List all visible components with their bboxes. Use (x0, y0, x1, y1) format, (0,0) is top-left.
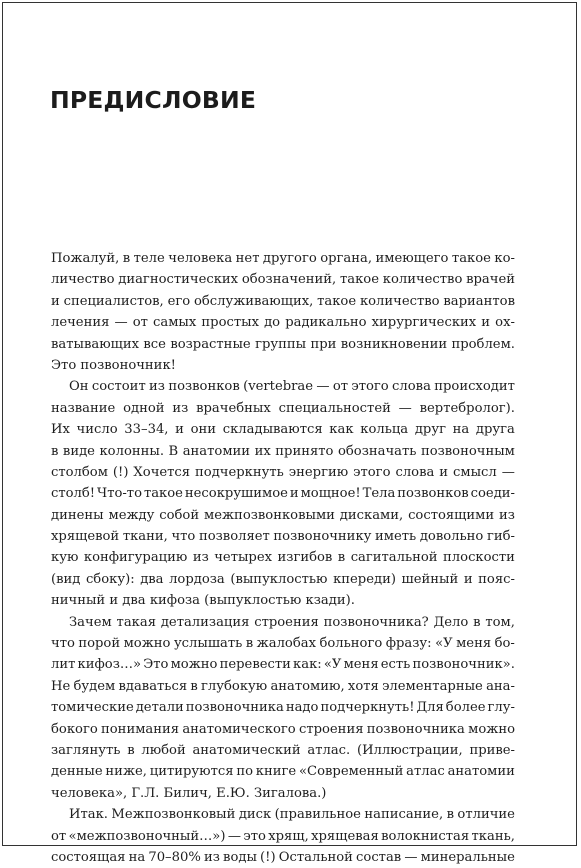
text-line: что порой можно услышать в жалобах больного фразу: «У меня бо- (51, 636, 515, 652)
text-line: Это позвоночник! (51, 357, 176, 373)
text-line: лит кифоз…» Это можно перевести как: «У меня есть позвоночник». (51, 657, 515, 673)
text-line: Зачем такая детализация строения позвоночника? Дело в том, (69, 614, 515, 630)
text-line: состоящая на 70–80% из воды (!) Остальной состав — минеральные (51, 849, 515, 865)
text-line: столбом (!) Хочется подчеркнуть энергию этого слова и смысл — (51, 464, 515, 480)
text-line: динены между собой межпозвонковыми дисками, состоящими из (51, 507, 515, 523)
text-line: хрящевой ткани, что позволяет позвоночнику иметь довольно гиб- (51, 529, 515, 545)
text-line: (вид сбоку): два лордоза (выпуклостью кпереди) шейный и пояс- (51, 571, 515, 587)
text-line: человека», Г.Л. Билич, Е.Ю. Зигалова.) (51, 785, 327, 801)
text-line: лечения — от самых простых до радикально хирургических и ох- (51, 315, 515, 331)
text-line: название одной из врачебных специальностей — вертебролог). (51, 400, 515, 416)
text-line: и специалистов, его обслуживающих, такое количество вариантов (51, 293, 515, 309)
text-line: Он состоит из позвонков (vertebrae — от этого слова происходит (69, 379, 515, 395)
text-line: личество диагностических обозначений, такое количество врачей (51, 272, 515, 288)
text-line: Пожалуй, в теле человека нет другого органа, имеющего такое ко- (51, 251, 515, 266)
text-line: томические детали позвоночника надо подчеркнуть! Для более глу- (51, 700, 515, 716)
text-line: заглянуть в любой анатомический атлас. (Иллюстрации, приве- (51, 742, 515, 758)
text-line: от «межпозвоночный…») — это хрящ, хрящевая волокнистая ткань, (51, 828, 515, 844)
text-line: кую конфигурацию из четырех изгибов в сагитальной плоскости (51, 550, 515, 566)
text-line: столб! Что-то такое несокрушимое и мощное! Тела позвонков соеди- (51, 486, 515, 502)
text-line: ватывающих все возрастные группы при возникновении проблем. (51, 336, 515, 352)
page-title: ПРЕДИСЛОВИЕ (50, 86, 257, 114)
body-text (51, 248, 515, 868)
text-line: Их число 33–34, и они складываются как кольца друг на друга (51, 422, 515, 438)
text-line: денные ниже, цитируются по книге «Современный атлас анатомии (51, 764, 515, 780)
text-line: ничный и два кифоза (выпуклостью кзади). (51, 593, 355, 609)
text-line: Итак. Межпозвонковый диск (правильное написание, в отличие (69, 807, 515, 823)
text-line: Не будем вдаваться в глубокую анатомию, хотя элементарные ана- (51, 678, 515, 694)
text-line: в виде колонны. В анатомии их принято обозначать позвоночным (51, 443, 515, 459)
text-line: бокого понимания анатомического строения позвоночника можно (51, 721, 515, 737)
